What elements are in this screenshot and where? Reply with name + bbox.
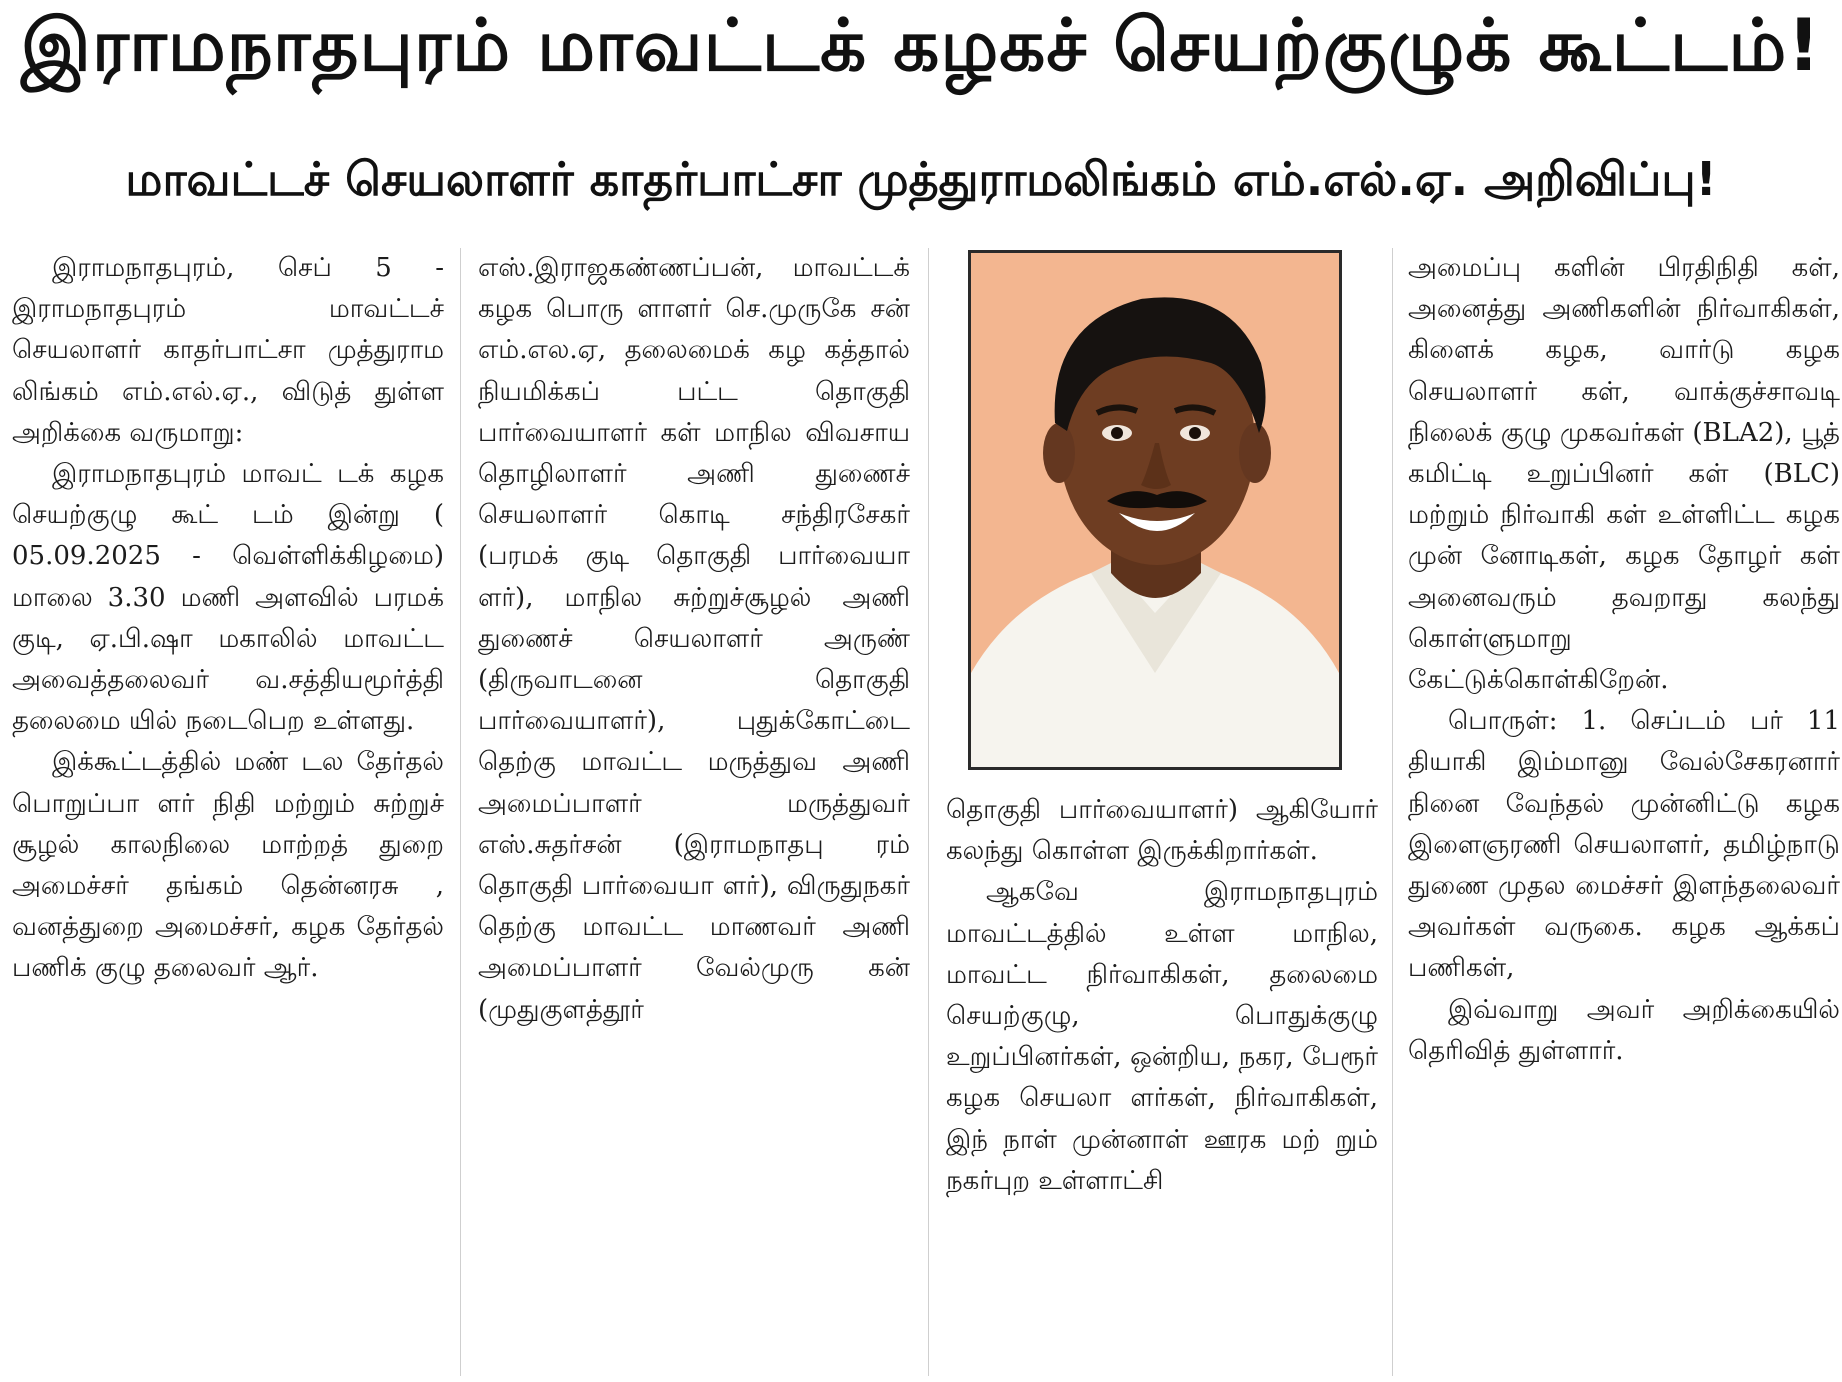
article-column-1 (12, 248, 444, 990)
article-column-4 (1408, 248, 1840, 1072)
portrait-figure (971, 253, 1339, 767)
article-column-2 (478, 248, 910, 1031)
right-ear (1239, 423, 1271, 483)
paragraph: இக்கூட்டத்தில் மண் டல தேர்தல் பொறுப்பா ளர் நிதி மற்றும் சுற்றுச் சூழல் காலநிலை மாற்றத் துறை அமைச்சர் தங்கம் தென்னரசு , வனத்துறை அமைச்சர், கழக தேர்தல் பணிக் குழு தலைவர் ஆர். (12, 747, 444, 984)
paragraph: இராமநாதபுரம் மாவட் டக் கழக செயற்குழு கூட் டம் இன்று ( 05.09.2025 - வெள்ளிக்கிழமை) மாலை 3.30 மணி அளவில் பரமக் குடி, ஏ.பி.ஷா மகாலில் மாவட்ட அவைத்தலைவர் வ.சத்தியமூர்த்தி தலைமை யில் நடைபெற உள்ளது. (12, 459, 444, 737)
paragraph: தொகுதி பார்வையாளர்) ஆகியோர் கலந்து கொள்ள இருக்கிறார்கள். (946, 795, 1378, 867)
paragraph: பொருள்: 1. செப்டம் பர் 11 தியாகி இம்மானு வேல்சேகரனார் நினை வேந்தல் முன்னிட்டு கழக இளைஞரணி செயலாளர், தமிழ்நாடு துணை முதல மைச்சர் இளந்தலைவர் அவர்கள் வருகை. கழக ஆக்கப் பணிகள், (1408, 706, 1840, 984)
headline: இராமநாதபுரம் மாவட்டக் கழகச் செயற்குழுக் கூட்டம்! (20, 3, 1822, 87)
subheadline: மாவட்டச் செயலாளர் காதர்பாட்சா முத்துராமலிங்கம் எம்.எல்.ஏ. அறிவிப்பு! (125, 152, 1717, 206)
column-divider (460, 248, 461, 1376)
left-ear (1043, 423, 1075, 483)
portrait-photo (968, 250, 1342, 770)
column-divider (1392, 248, 1393, 1376)
paragraph: எஸ்.இராஜகண்ணப்பன், மாவட்டக் கழக பொரு ளாளர் செ.முருகே சன் எம்.எல.ஏ, தலைமைக் கழ கத்தால் நியமிக்கப் பட்ட தொகுதி பார்வையாளர் கள் மாநில விவசாய தொழிலாளர் அணி துணைச் செயலாளர் கொடி சந்திரசேகர் (பரமக் குடி தொகுதி பார்வையா ளர்), மாநில சுற்றுச்சூழல் அணி துணைச் செயலாளர் அருண் (திருவாடனை தொகுதி பார்வையாளர்), புதுக்கோட்டை தெற்கு மாவட்ட மருத்துவ அணி அமைப்பாளர் மருத்துவர் எஸ்.சுதர்சன் (இராமநாதபு ரம் தொகுதி பார்வையா ளர்), விருதுநகர் தெற்கு மாவட்ட மாணவர் அணி அமைப்பாளர் வேல்முரு கன் (முதுகுளத்தூர் (478, 253, 910, 1025)
right-pupil (1189, 427, 1201, 439)
column-divider (928, 248, 929, 1376)
paragraph: இவ்வாறு அவர் அறிக்கையில் தெரிவித் துள்ளார். (1408, 994, 1840, 1066)
paragraph: அமைப்பு களின் பிரதிநிதி கள், அனைத்து அணிகளின் நிர்வாகிகள், கிளைக் கழக, வார்டு கழக செயலாளர் கள், வாக்குச்சாவடி நிலைக் குழு முகவர்கள் (BLA2), பூத் கமிட்டி உறுப்பினர் கள் (BLC) மற்றும் நிர்வாகி கள் உள்ளிட்ட கழக முன் னோடிகள், கழக தோழர் கள் அனைவரும் தவறாது கலந்து கொள்ளுமாறு கேட்டுக்கொள்கிறேன். (1408, 253, 1840, 696)
left-pupil (1111, 427, 1123, 439)
paragraph: இராமநாதபுரம், செப் 5 - இராமநாதபுரம் மாவட்டச் செயலாளர் காதர்பாட்சா முத்துராம லிங்கம் எம்.எல்.ஏ., விடுத் துள்ள அறிக்கை வருமாறு: (12, 253, 444, 448)
article-column-3 (946, 790, 1378, 1202)
paragraph: ஆகவே இராமநாதபுரம் மாவட்டத்தில் உள்ள மாநில, மாவட்ட நிர்வாகிகள், தலைமை செயற்குழு, பொதுக்குழு உறுப்பினர்கள், ஒன்றிய, நகர, பேரூர் கழக செயலா ளர்கள், நிர்வாகிகள், இந் நாள் முன்னாள் ஊரக மற் றும் நகர்புற உள்ளாட்சி (946, 877, 1378, 1196)
